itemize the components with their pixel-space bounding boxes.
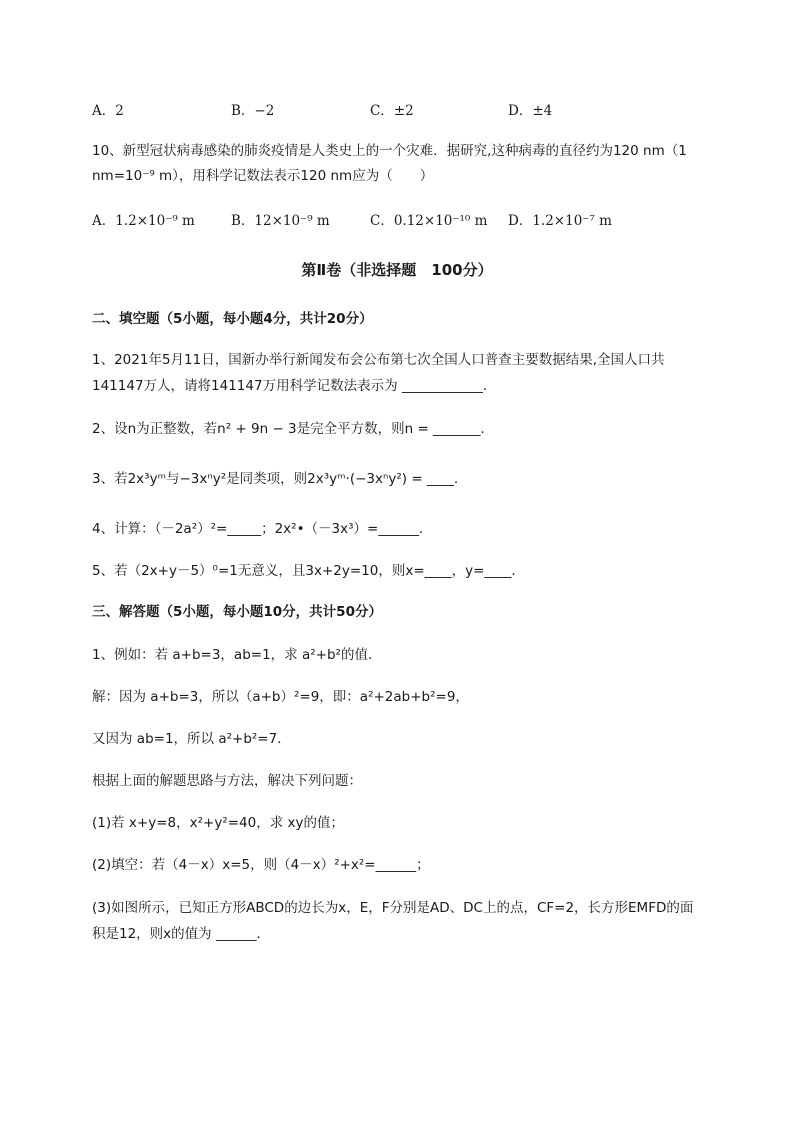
fill-q5: 5、若（2x+y－5）⁰=1无意义，且3x+2y=10，则x=____，y=____. xyxy=(92,563,516,579)
solve-q1-solution-cont: 又因为 ab=1，所以 a²+b²=7． xyxy=(92,731,291,747)
solve-section-heading: 三、解答题（5小题，每小题10分，共计50分） xyxy=(92,604,382,620)
q10-stem-line1: 10、新型冠状病毒感染的肺炎疫情是人类史上的一个灾难．据研究,这种病毒的直径约为120 nm（1 xyxy=(92,143,687,159)
q10-option-d: D．1.2×10⁻⁷ m xyxy=(508,213,612,229)
q10-option-c: C．0.12×10⁻¹⁰ m xyxy=(370,213,488,229)
q9-option-c: C．±2 xyxy=(370,103,414,119)
solve-q1-part3-line1: (3)如图所示，已知正方形ABCD的边长为x，E，F分别是AD、DC上的点，CF=2，长方形EMFD的面 xyxy=(92,900,694,916)
solve-q1-solution: 解：因为 a+b=3，所以（a+b）²=9，即：a²+2ab+b²=9， xyxy=(92,689,469,705)
solve-q1-part1: (1)若 x+y=8，x²+y²=40，求 xy的值； xyxy=(92,815,344,831)
solve-q1-instruction: 根据上面的解题思路与方法，解决下列问题： xyxy=(92,773,362,789)
q10-stem-line2: nm=10⁻⁹ m），用科学记数法表示120 nm应为（ ） xyxy=(92,168,434,184)
q9-option-b: B．−2 xyxy=(231,103,275,119)
part2-title: 第Ⅱ卷（非选择题 100分） xyxy=(301,261,493,279)
solve-q1-example: 1、例如：若 a+b=3，ab=1，求 a²+b²的值． xyxy=(92,647,382,663)
fill-section-heading: 二、填空题（5小题，每小题4分，共计20分） xyxy=(92,311,373,327)
q9-option-a: A．2 xyxy=(92,103,124,119)
fill-q4: 4、计算：（－2a²）²=_____；2x²•（－3x³）=______. xyxy=(92,521,424,537)
q10-option-a: A．1.2×10⁻⁹ m xyxy=(92,213,195,229)
fill-q3: 3、若2x³yᵐ与−3xⁿy²是同类项，则2x³yᵐ·(−3xⁿy²) = ____. xyxy=(92,471,459,487)
solve-q1-part2: (2)填空：若（4－x）x=5，则（4－x）²+x²=______； xyxy=(92,857,430,873)
fill-q2: 2、设n为正整数，若n² + 9n − 3是完全平方数，则n = _______. xyxy=(92,421,485,437)
q9-option-d: D．±4 xyxy=(508,103,553,119)
solve-q1-part3-line2: 积是12，则x的值为 ______． xyxy=(92,926,270,942)
fill-q1-line1: 1、2021年5月11日，国新办举行新闻发布会公布第七次全国人口普查主要数据结果,全国人口共 xyxy=(92,352,665,368)
q10-option-b: B．12×10⁻⁹ m xyxy=(231,213,330,229)
fill-q1-line2: 141147万人，请将141147万用科学记数法表示为 ____________. xyxy=(92,378,488,394)
